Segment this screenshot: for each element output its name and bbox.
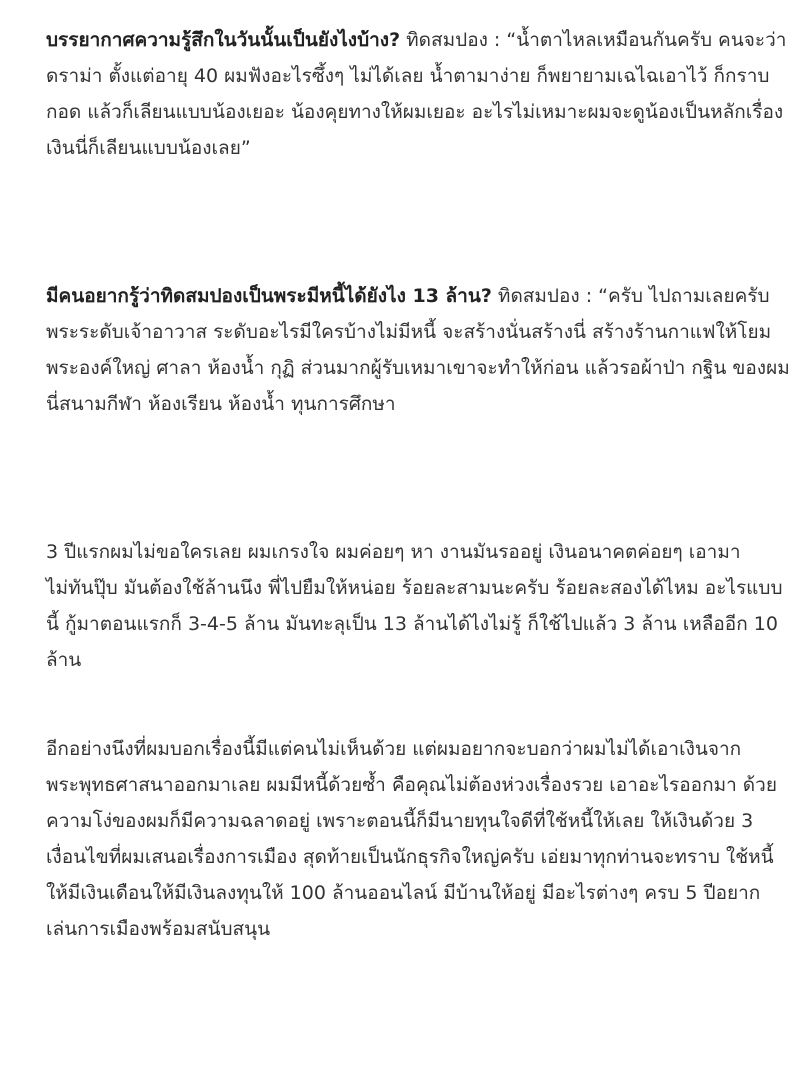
- interview-question: บรรยากาศความรู้สึกในวันนั้นเป็นยังไงบ้าง?: [46, 29, 401, 51]
- paragraph-sponsor-story: [46, 731, 790, 947]
- paragraph-debt-story: [46, 534, 790, 678]
- interview-answer: ทิดสมปอง : “ครับ ไปถามเลยครับ พระระดับเจ้าอาวาส ระดับอะไรมีใครบ้างไม่มีหนี้ จะสร้างนั่นสร้างนี่ สร้างร้านกาแฟให้โยม พระองค์ใหญ่ ศาลา ห้องน้ำ กุฏิ ส่วนมากผู้รับเหมาเขาจะทำให้ก่อน แล้วรอผ้าป่า กฐิน ของผมนี่สนามกีฬา ห้องเรียน ห้องน้ำ ทุนการศึกษา: [46, 285, 790, 415]
- interview-question: มีคนอยากรู้ว่าทิดสมปองเป็นพระมีหนี้ได้ยังไง 13 ล้าน?: [46, 285, 492, 307]
- paragraph-text: อีกอย่างนึงที่ผมบอกเรื่องนี้มีแต่คนไม่เห็นด้วย แต่ผมอยากจะบอกว่าผมไม่ได้เอาเงินจากพระพุทธศาสนาออกมาเลย ผมมีหนี้ด้วยซ้ำ คือคุณไม่ต้องห่วงเรื่องรวย เอาอะไรออกมา ด้วยความโง่ของผมก็มีความฉลาดอยู่ เพราะตอนนี้ก็มีนายทุนใจดีที่ใช้หนี้ให้เลย ให้เงินด้วย 3 เงื่อนไขที่ผมเสนอเรื่องการเมือง สุดท้ายเป็นนักธุรกิจใหญ่ครับ เอ่ยมาทุกท่านจะทราบ ใช้หนี้ให้มีเงินเดือนให้มีเงินลงทุนให้ 100 ล้านออนไลน์ มีบ้านให้อยู่ มีอะไรต่างๆ ครบ 5 ปีอยากเล่นการเมืองพร้อมสนับสนุน: [46, 738, 777, 940]
- paragraph-interview-2: [46, 278, 790, 422]
- paragraph-interview-1: [46, 22, 790, 166]
- paragraph-text: 3 ปีแรกผมไม่ขอใครเลย ผมเกรงใจ ผมค่อยๆ หา งานมันรออยู่ เงินอนาคตค่อยๆ เอามา ไม่ทันปุ๊บ มันต้องใช้ล้านนึง พี่ไปยืมให้หน่อย ร้อยละสามนะครับ ร้อยละสองได้ไหม อะไรแบบนี้ กู้มาตอนแรกก็ 3-4-5 ล้าน มันทะลุเป็น 13 ล้านได้ไงไม่รู้ ก็ใช้ไปแล้ว 3 ล้าน เหลืออีก 10 ล้าน: [46, 541, 783, 671]
- interview-answer: ทิดสมปอง : “น้ำตาไหลเหมือนกันครับ คนจะว่าดราม่า ตั้งแต่อายุ 40 ผมฟังอะไรซึ้งๆ ไม่ได้เลย น้ำตามาง่าย ก็พยายามเฉไฉเอาไว้ ก็กราบ กอด แล้วก็เลียนแบบน้องเยอะ น้องคุยทางให้ผมเยอะ อะไรไม่เหมาะผมจะดูน้องเป็นหลักเรื่องเงินนี่ก็เลียนแบบน้องเลย”: [46, 29, 787, 159]
